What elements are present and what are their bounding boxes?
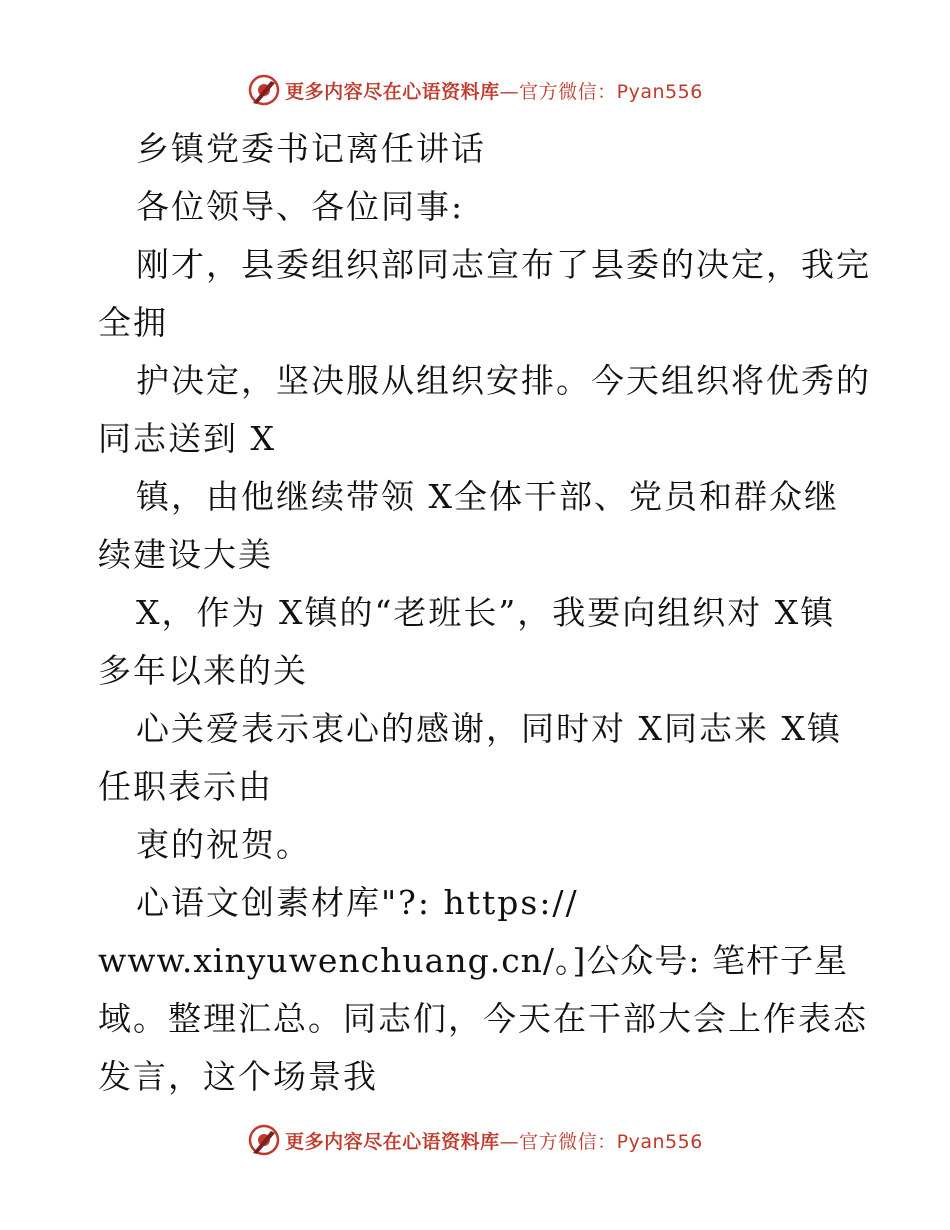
watermark-sub-text: —官方微信：Pyan556 [499,80,703,103]
quill-seal-icon [247,73,281,107]
footer-watermark [0,1120,950,1160]
document-body [98,120,871,1106]
watermark-sub-text: —官方微信：Pyan556 [499,1130,703,1153]
paragraph-line: 发言，这个场景我 [98,1057,378,1096]
paragraph-line: 续建设大美 [98,535,273,574]
paragraph-line: 域。整理汇总。同志们，今天在干部大会上作表态 [98,999,868,1038]
watermark-main-text: 更多内容尽在心语资料库 [285,80,500,103]
paragraph-line: 心关爱表示衷心的感谢，同时对 X同志来 X镇 [136,709,842,748]
document-title: 乡镇党委书记离任讲话 [136,129,486,168]
paragraph-line: 镇，由他继续带领 X全体干部、党员和群众继 [136,477,839,516]
paragraph-line: 刚才，县委组织部同志宣布了县委的决定，我完 [136,245,871,284]
paragraph-line: 护决定，坚决服从组织安排。今天组织将优秀的 [136,361,871,400]
paragraph-line: www.xinyuwenchuang.cn/。]公众号: 笔杆子星 [98,941,849,980]
paragraph-line: 同志送到 X [98,419,276,458]
paragraph-line: 心语文创素材库"?: https:// [136,883,579,922]
paragraph-line: 多年以来的关 [98,651,308,690]
salutation: 各位领导、各位同事: [136,187,465,226]
quill-seal-icon [247,1123,281,1157]
paragraph-line: 全拥 [98,303,168,342]
header-watermark [0,70,950,110]
paragraph-line: X，作为 X镇的“老班长”，我要向组织对 X镇 [136,593,836,632]
paragraph-line: 衷的祝贺。 [136,825,311,864]
watermark-main-text: 更多内容尽在心语资料库 [285,1130,500,1153]
paragraph-line: 任职表示由 [98,767,273,806]
